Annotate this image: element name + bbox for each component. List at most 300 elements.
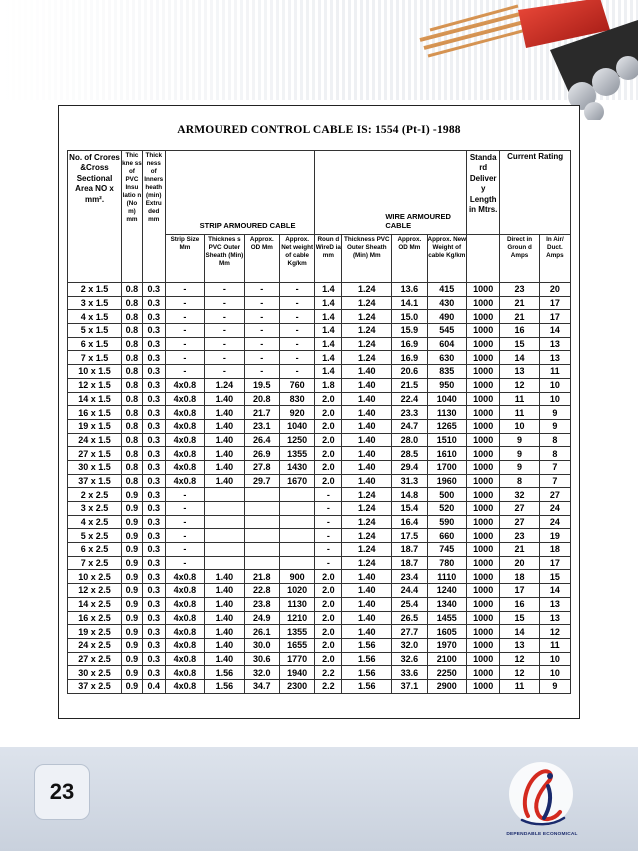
cell-sa-weight: 2300 xyxy=(279,679,314,693)
page-number: 23 xyxy=(34,764,90,820)
cell-wa-outer-sheath: 1.24 xyxy=(342,351,392,365)
cell-insulation: 0.8 xyxy=(122,460,143,474)
cell-inner-sheath: 0.4 xyxy=(142,679,165,693)
cell-sa-outer-sheath: 1.40 xyxy=(205,406,244,420)
cell-direct-ground: 9 xyxy=(500,433,539,447)
cell-insulation: 0.8 xyxy=(122,310,143,324)
cell-in-air: 14 xyxy=(539,584,570,598)
cell-wire-dia: - xyxy=(315,488,342,502)
cell-strip-size: - xyxy=(165,556,204,570)
cell-wa-weight: 545 xyxy=(427,324,467,338)
cell-insulation: 0.9 xyxy=(122,666,143,680)
header-wa-outer-sheath: Thickness PVC Outer Sheath (Min) Mm xyxy=(342,235,392,283)
cell-strip-size: 4x0.8 xyxy=(165,447,204,461)
cable-illustration xyxy=(400,0,638,120)
cell-in-air: 24 xyxy=(539,502,570,516)
cell-strip-size: 4x0.8 xyxy=(165,460,204,474)
cell-sa-outer-sheath: - xyxy=(205,296,244,310)
header-wa-weight: Approx. New Weight of cable Kg/km xyxy=(427,235,467,283)
cell-wa-outer-sheath: 1.24 xyxy=(342,529,392,543)
cell-cores: 19 x 2.5 xyxy=(68,625,122,639)
cell-wa-od: 28.5 xyxy=(392,447,427,461)
cell-strip-size: 4x0.8 xyxy=(165,378,204,392)
cell-wa-od: 13.6 xyxy=(392,283,427,297)
cell-cores: 5 x 1.5 xyxy=(68,324,122,338)
cell-sa-outer-sheath xyxy=(205,502,244,516)
cell-inner-sheath: 0.3 xyxy=(142,502,165,516)
cell-wa-od: 23.3 xyxy=(392,406,427,420)
cell-in-air: 9 xyxy=(539,406,570,420)
cell-in-air: 13 xyxy=(539,351,570,365)
cell-sa-od: - xyxy=(244,337,279,351)
cell-wa-od: 27.7 xyxy=(392,625,427,639)
cell-wa-od: 14.8 xyxy=(392,488,427,502)
cell-cores: 27 x 2.5 xyxy=(68,652,122,666)
cell-direct-ground: 12 xyxy=(500,666,539,680)
cell-wa-outer-sheath: 1.24 xyxy=(342,296,392,310)
cell-cores: 10 x 1.5 xyxy=(68,365,122,379)
cell-wire-dia: 2.0 xyxy=(315,584,342,598)
cell-inner-sheath: 0.3 xyxy=(142,460,165,474)
table-row xyxy=(68,638,571,652)
cell-direct-ground: 21 xyxy=(500,296,539,310)
cell-direct-ground: 11 xyxy=(500,406,539,420)
cell-direct-ground: 16 xyxy=(500,597,539,611)
cell-wire-dia: 2.0 xyxy=(315,392,342,406)
cell-strip-size: 4x0.8 xyxy=(165,666,204,680)
cell-wa-weight: 1970 xyxy=(427,638,467,652)
cell-wa-weight: 780 xyxy=(427,556,467,570)
cell-direct-ground: 17 xyxy=(500,584,539,598)
cell-cores: 12 x 1.5 xyxy=(68,378,122,392)
cell-wire-dia: 1.4 xyxy=(315,365,342,379)
cell-wire-dia: - xyxy=(315,502,342,516)
cell-insulation: 0.9 xyxy=(122,502,143,516)
cell-standard-length: 1000 xyxy=(467,447,500,461)
cell-standard-length: 1000 xyxy=(467,378,500,392)
cell-in-air: 13 xyxy=(539,597,570,611)
cell-wa-od: 15.9 xyxy=(392,324,427,338)
cell-sa-od: 26.1 xyxy=(244,625,279,639)
cell-sa-od xyxy=(244,543,279,557)
cell-insulation: 0.8 xyxy=(122,406,143,420)
cell-wire-dia: 1.4 xyxy=(315,324,342,338)
cell-wa-outer-sheath: 1.40 xyxy=(342,597,392,611)
cell-wa-od: 16.4 xyxy=(392,515,427,529)
cell-inner-sheath: 0.3 xyxy=(142,447,165,461)
table-row xyxy=(68,488,571,502)
cell-wa-weight: 1130 xyxy=(427,406,467,420)
header-sa-od: Approx. OD Mm xyxy=(244,235,279,283)
table-row xyxy=(68,324,571,338)
cell-wa-od: 18.7 xyxy=(392,543,427,557)
cell-cores: 27 x 1.5 xyxy=(68,447,122,461)
cell-cores: 37 x 1.5 xyxy=(68,474,122,488)
table-row xyxy=(68,543,571,557)
cell-insulation: 0.9 xyxy=(122,515,143,529)
cell-direct-ground: 11 xyxy=(500,679,539,693)
cell-sa-weight: 1770 xyxy=(279,652,314,666)
cell-wa-outer-sheath: 1.24 xyxy=(342,337,392,351)
cell-standard-length: 1000 xyxy=(467,365,500,379)
cell-cores: 6 x 2.5 xyxy=(68,543,122,557)
cell-wa-weight: 1700 xyxy=(427,460,467,474)
cell-standard-length: 1000 xyxy=(467,625,500,639)
cell-sa-weight: 1940 xyxy=(279,666,314,680)
cell-insulation: 0.9 xyxy=(122,652,143,666)
cell-direct-ground: 23 xyxy=(500,283,539,297)
cell-strip-size: - xyxy=(165,310,204,324)
cell-sa-weight: - xyxy=(279,365,314,379)
cell-wa-od: 37.1 xyxy=(392,679,427,693)
table-row xyxy=(68,433,571,447)
cell-sa-od: 29.7 xyxy=(244,474,279,488)
cell-direct-ground: 10 xyxy=(500,419,539,433)
cell-wa-od: 21.5 xyxy=(392,378,427,392)
cell-standard-length: 1000 xyxy=(467,502,500,516)
cell-inner-sheath: 0.3 xyxy=(142,419,165,433)
cell-inner-sheath: 0.3 xyxy=(142,556,165,570)
cell-in-air: 9 xyxy=(539,679,570,693)
cell-sa-weight: - xyxy=(279,324,314,338)
logo-tagline: DEPENDABLE ECONOMICAL xyxy=(506,832,578,837)
table-row xyxy=(68,310,571,324)
cell-sa-outer-sheath: 1.40 xyxy=(205,474,244,488)
cell-in-air: 10 xyxy=(539,392,570,406)
cell-cores: 12 x 2.5 xyxy=(68,584,122,598)
cell-cores: 2 x 2.5 xyxy=(68,488,122,502)
header-inner-sheath: Thick ness of Inners heath (min) Extru ded mm xyxy=(142,151,165,283)
cell-insulation: 0.8 xyxy=(122,474,143,488)
cell-wa-weight: 1510 xyxy=(427,433,467,447)
cell-insulation: 0.8 xyxy=(122,419,143,433)
cell-standard-length: 1000 xyxy=(467,597,500,611)
cell-strip-size: 4x0.8 xyxy=(165,597,204,611)
cell-wire-dia: 1.4 xyxy=(315,283,342,297)
cell-insulation: 0.8 xyxy=(122,351,143,365)
cell-wa-weight: 2100 xyxy=(427,652,467,666)
cell-wa-outer-sheath: 1.56 xyxy=(342,638,392,652)
cell-cores: 14 x 2.5 xyxy=(68,597,122,611)
cell-direct-ground: 27 xyxy=(500,515,539,529)
cell-wa-weight: 835 xyxy=(427,365,467,379)
cell-wa-weight: 490 xyxy=(427,310,467,324)
cell-sa-outer-sheath: 1.40 xyxy=(205,584,244,598)
cell-strip-size: - xyxy=(165,351,204,365)
cell-insulation: 0.8 xyxy=(122,324,143,338)
cell-wa-outer-sheath: 1.24 xyxy=(342,543,392,557)
cell-in-air: 14 xyxy=(539,324,570,338)
cell-wa-od: 24.4 xyxy=(392,584,427,598)
header-in-air: In Air/ Duct. Amps xyxy=(539,235,570,283)
cell-strip-size: - xyxy=(165,324,204,338)
cell-sa-outer-sheath: 1.40 xyxy=(205,433,244,447)
cell-wa-weight: 1960 xyxy=(427,474,467,488)
cell-wire-dia: 1.8 xyxy=(315,378,342,392)
cell-inner-sheath: 0.3 xyxy=(142,296,165,310)
cell-standard-length: 1000 xyxy=(467,584,500,598)
table-row xyxy=(68,570,571,584)
cell-cores: 24 x 1.5 xyxy=(68,433,122,447)
cell-sa-od: - xyxy=(244,283,279,297)
cell-standard-length: 1000 xyxy=(467,419,500,433)
cell-wa-outer-sheath: 1.40 xyxy=(342,625,392,639)
cell-sa-outer-sheath: 1.40 xyxy=(205,460,244,474)
cell-wa-outer-sheath: 1.40 xyxy=(342,392,392,406)
cell-in-air: 19 xyxy=(539,529,570,543)
table-row xyxy=(68,337,571,351)
cell-insulation: 0.8 xyxy=(122,337,143,351)
cell-strip-size: 4x0.8 xyxy=(165,611,204,625)
cell-sa-outer-sheath: 1.24 xyxy=(205,378,244,392)
cell-standard-length: 1000 xyxy=(467,543,500,557)
table-row xyxy=(68,447,571,461)
header-wire-armoured: WIRE ARMOURED CABLE xyxy=(315,151,467,235)
cell-insulation: 0.8 xyxy=(122,378,143,392)
header-strip-armoured: STRIP ARMOURED CABLE xyxy=(165,151,315,235)
cell-sa-outer-sheath: 1.40 xyxy=(205,652,244,666)
cell-insulation: 0.8 xyxy=(122,283,143,297)
header-cores: No. of Crores &Cross Sectional Area NO x mm². xyxy=(68,151,122,283)
cell-sa-weight: 900 xyxy=(279,570,314,584)
cell-standard-length: 1000 xyxy=(467,515,500,529)
cell-sa-weight xyxy=(279,502,314,516)
cell-insulation: 0.9 xyxy=(122,543,143,557)
cell-in-air: 20 xyxy=(539,283,570,297)
cell-sa-od: 26.4 xyxy=(244,433,279,447)
cell-standard-length: 1000 xyxy=(467,679,500,693)
cell-cores: 7 x 2.5 xyxy=(68,556,122,570)
cell-wa-weight: 2250 xyxy=(427,666,467,680)
table-row xyxy=(68,419,571,433)
cell-inner-sheath: 0.3 xyxy=(142,584,165,598)
cell-wa-weight: 520 xyxy=(427,502,467,516)
cell-sa-weight: 1670 xyxy=(279,474,314,488)
table-row xyxy=(68,597,571,611)
cell-inner-sheath: 0.3 xyxy=(142,310,165,324)
cell-cores: 10 x 2.5 xyxy=(68,570,122,584)
cell-cores: 4 x 2.5 xyxy=(68,515,122,529)
cell-insulation: 0.8 xyxy=(122,433,143,447)
cell-strip-size: 4x0.8 xyxy=(165,570,204,584)
cell-sa-outer-sheath: 1.56 xyxy=(205,666,244,680)
cell-strip-size: - xyxy=(165,337,204,351)
cell-inner-sheath: 0.3 xyxy=(142,433,165,447)
cell-inner-sheath: 0.3 xyxy=(142,324,165,338)
cell-standard-length: 1000 xyxy=(467,556,500,570)
cell-inner-sheath: 0.3 xyxy=(142,515,165,529)
cell-sa-outer-sheath xyxy=(205,488,244,502)
table-row xyxy=(68,502,571,516)
cell-inner-sheath: 0.3 xyxy=(142,638,165,652)
cell-standard-length: 1000 xyxy=(467,433,500,447)
cell-sa-weight: - xyxy=(279,283,314,297)
table-body xyxy=(68,283,571,694)
cell-wa-weight: 630 xyxy=(427,351,467,365)
cell-wire-dia: - xyxy=(315,515,342,529)
cell-sa-od xyxy=(244,515,279,529)
cell-sa-od: 21.8 xyxy=(244,570,279,584)
cell-wire-dia: 2.0 xyxy=(315,406,342,420)
cell-cores: 4 x 1.5 xyxy=(68,310,122,324)
cell-sa-weight: 920 xyxy=(279,406,314,420)
cell-sa-outer-sheath: - xyxy=(205,351,244,365)
cell-strip-size: - xyxy=(165,296,204,310)
cell-sa-weight: 1040 xyxy=(279,419,314,433)
cell-in-air: 27 xyxy=(539,488,570,502)
cell-cores: 30 x 1.5 xyxy=(68,460,122,474)
cell-wa-outer-sheath: 1.24 xyxy=(342,488,392,502)
header-standard-length: Standa rd Deliver y Length in Mtrs. xyxy=(467,151,500,235)
cell-cores: 19 x 1.5 xyxy=(68,419,122,433)
cell-sa-weight: 1355 xyxy=(279,625,314,639)
cell-sa-od: 19.5 xyxy=(244,378,279,392)
cell-wa-weight: 415 xyxy=(427,283,467,297)
cell-wa-outer-sheath: 1.40 xyxy=(342,611,392,625)
cell-wa-od: 14.1 xyxy=(392,296,427,310)
cell-insulation: 0.9 xyxy=(122,570,143,584)
cell-wire-dia: 2.2 xyxy=(315,666,342,680)
header-current-rating: Current Rating xyxy=(500,151,571,235)
cell-sa-od xyxy=(244,556,279,570)
cell-wire-dia: - xyxy=(315,543,342,557)
cell-wa-weight: 1610 xyxy=(427,447,467,461)
cell-in-air: 15 xyxy=(539,570,570,584)
cell-sa-weight xyxy=(279,515,314,529)
cell-inner-sheath: 0.3 xyxy=(142,351,165,365)
cell-wa-od: 18.7 xyxy=(392,556,427,570)
cell-wire-dia: - xyxy=(315,556,342,570)
cell-wa-outer-sheath: 1.40 xyxy=(342,460,392,474)
cell-insulation: 0.9 xyxy=(122,488,143,502)
header-sa-outer-sheath: Thicknes s PVC Outer Sheath (Min) Mm xyxy=(205,235,244,283)
cell-inner-sheath: 0.3 xyxy=(142,392,165,406)
cell-direct-ground: 13 xyxy=(500,638,539,652)
cell-wa-outer-sheath: 1.40 xyxy=(342,419,392,433)
cell-sa-outer-sheath xyxy=(205,543,244,557)
cell-wa-od: 17.5 xyxy=(392,529,427,543)
table-row xyxy=(68,584,571,598)
cell-sa-weight: 1020 xyxy=(279,584,314,598)
cell-cores: 14 x 1.5 xyxy=(68,392,122,406)
cell-standard-length: 1000 xyxy=(467,324,500,338)
cell-inner-sheath: 0.3 xyxy=(142,611,165,625)
cell-in-air: 24 xyxy=(539,515,570,529)
header-wa-od: Approx. OD Mm xyxy=(392,235,427,283)
cell-strip-size: 4x0.8 xyxy=(165,419,204,433)
cell-in-air: 7 xyxy=(539,460,570,474)
cell-wa-outer-sheath: 1.40 xyxy=(342,365,392,379)
cell-sa-weight xyxy=(279,556,314,570)
cell-sa-od: - xyxy=(244,365,279,379)
content-frame xyxy=(58,105,580,719)
cell-cores: 24 x 2.5 xyxy=(68,638,122,652)
cell-standard-length: 1000 xyxy=(467,351,500,365)
cell-wa-weight: 1040 xyxy=(427,392,467,406)
cable-spec-table xyxy=(67,150,571,694)
cell-sa-outer-sheath: 1.56 xyxy=(205,679,244,693)
cell-wa-outer-sheath: 1.40 xyxy=(342,406,392,420)
cell-wire-dia: 2.0 xyxy=(315,447,342,461)
cell-wa-weight: 430 xyxy=(427,296,467,310)
cell-sa-weight: - xyxy=(279,310,314,324)
cell-wa-outer-sheath: 1.24 xyxy=(342,556,392,570)
cell-wa-weight: 1340 xyxy=(427,597,467,611)
cell-wa-od: 31.3 xyxy=(392,474,427,488)
table-row xyxy=(68,283,571,297)
cell-wire-dia: 2.0 xyxy=(315,460,342,474)
table-row xyxy=(68,460,571,474)
cell-in-air: 17 xyxy=(539,310,570,324)
table-row xyxy=(68,365,571,379)
cell-wa-weight: 1110 xyxy=(427,570,467,584)
cell-sa-od xyxy=(244,488,279,502)
cell-sa-outer-sheath: 1.40 xyxy=(205,638,244,652)
cell-direct-ground: 12 xyxy=(500,378,539,392)
cell-standard-length: 1000 xyxy=(467,474,500,488)
cell-insulation: 0.8 xyxy=(122,365,143,379)
cell-standard-length: 1000 xyxy=(467,529,500,543)
cell-wa-outer-sheath: 1.24 xyxy=(342,283,392,297)
cell-wa-outer-sheath: 1.40 xyxy=(342,474,392,488)
company-logo xyxy=(498,752,584,838)
cell-wire-dia: 2.0 xyxy=(315,433,342,447)
cell-wa-od: 22.4 xyxy=(392,392,427,406)
cell-sa-outer-sheath: - xyxy=(205,365,244,379)
cell-wa-weight: 950 xyxy=(427,378,467,392)
cell-strip-size: - xyxy=(165,365,204,379)
cell-wire-dia: 2.0 xyxy=(315,570,342,584)
cell-in-air: 10 xyxy=(539,666,570,680)
cell-direct-ground: 13 xyxy=(500,365,539,379)
table-row xyxy=(68,625,571,639)
cell-insulation: 0.9 xyxy=(122,679,143,693)
cell-insulation: 0.8 xyxy=(122,296,143,310)
cell-direct-ground: 9 xyxy=(500,460,539,474)
cell-wa-outer-sheath: 1.40 xyxy=(342,570,392,584)
cell-in-air: 17 xyxy=(539,296,570,310)
cell-cores: 2 x 1.5 xyxy=(68,283,122,297)
cell-sa-od xyxy=(244,529,279,543)
cell-cores: 16 x 1.5 xyxy=(68,406,122,420)
cell-insulation: 0.8 xyxy=(122,447,143,461)
table-row xyxy=(68,378,571,392)
cell-in-air: 9 xyxy=(539,419,570,433)
cell-insulation: 0.9 xyxy=(122,556,143,570)
cell-wire-dia: 2.0 xyxy=(315,611,342,625)
cell-wire-dia: 2.0 xyxy=(315,597,342,611)
cell-sa-weight: 1250 xyxy=(279,433,314,447)
cell-wire-dia: 2.0 xyxy=(315,474,342,488)
cell-sa-outer-sheath: - xyxy=(205,337,244,351)
cell-inner-sheath: 0.3 xyxy=(142,543,165,557)
cell-cores: 3 x 1.5 xyxy=(68,296,122,310)
cell-direct-ground: 20 xyxy=(500,556,539,570)
cell-in-air: 12 xyxy=(539,625,570,639)
cell-wa-weight: 1455 xyxy=(427,611,467,625)
cell-sa-od: 20.8 xyxy=(244,392,279,406)
cell-wa-outer-sheath: 1.40 xyxy=(342,584,392,598)
cell-sa-od: 23.8 xyxy=(244,597,279,611)
cell-direct-ground: 12 xyxy=(500,652,539,666)
cell-wire-dia: 1.4 xyxy=(315,351,342,365)
cell-cores: 16 x 2.5 xyxy=(68,611,122,625)
cell-strip-size: 4x0.8 xyxy=(165,625,204,639)
cell-cores: 37 x 2.5 xyxy=(68,679,122,693)
header-strip-size: Strip Size Mm xyxy=(165,235,204,283)
cell-wa-od: 23.4 xyxy=(392,570,427,584)
cell-wa-outer-sheath: 1.40 xyxy=(342,447,392,461)
